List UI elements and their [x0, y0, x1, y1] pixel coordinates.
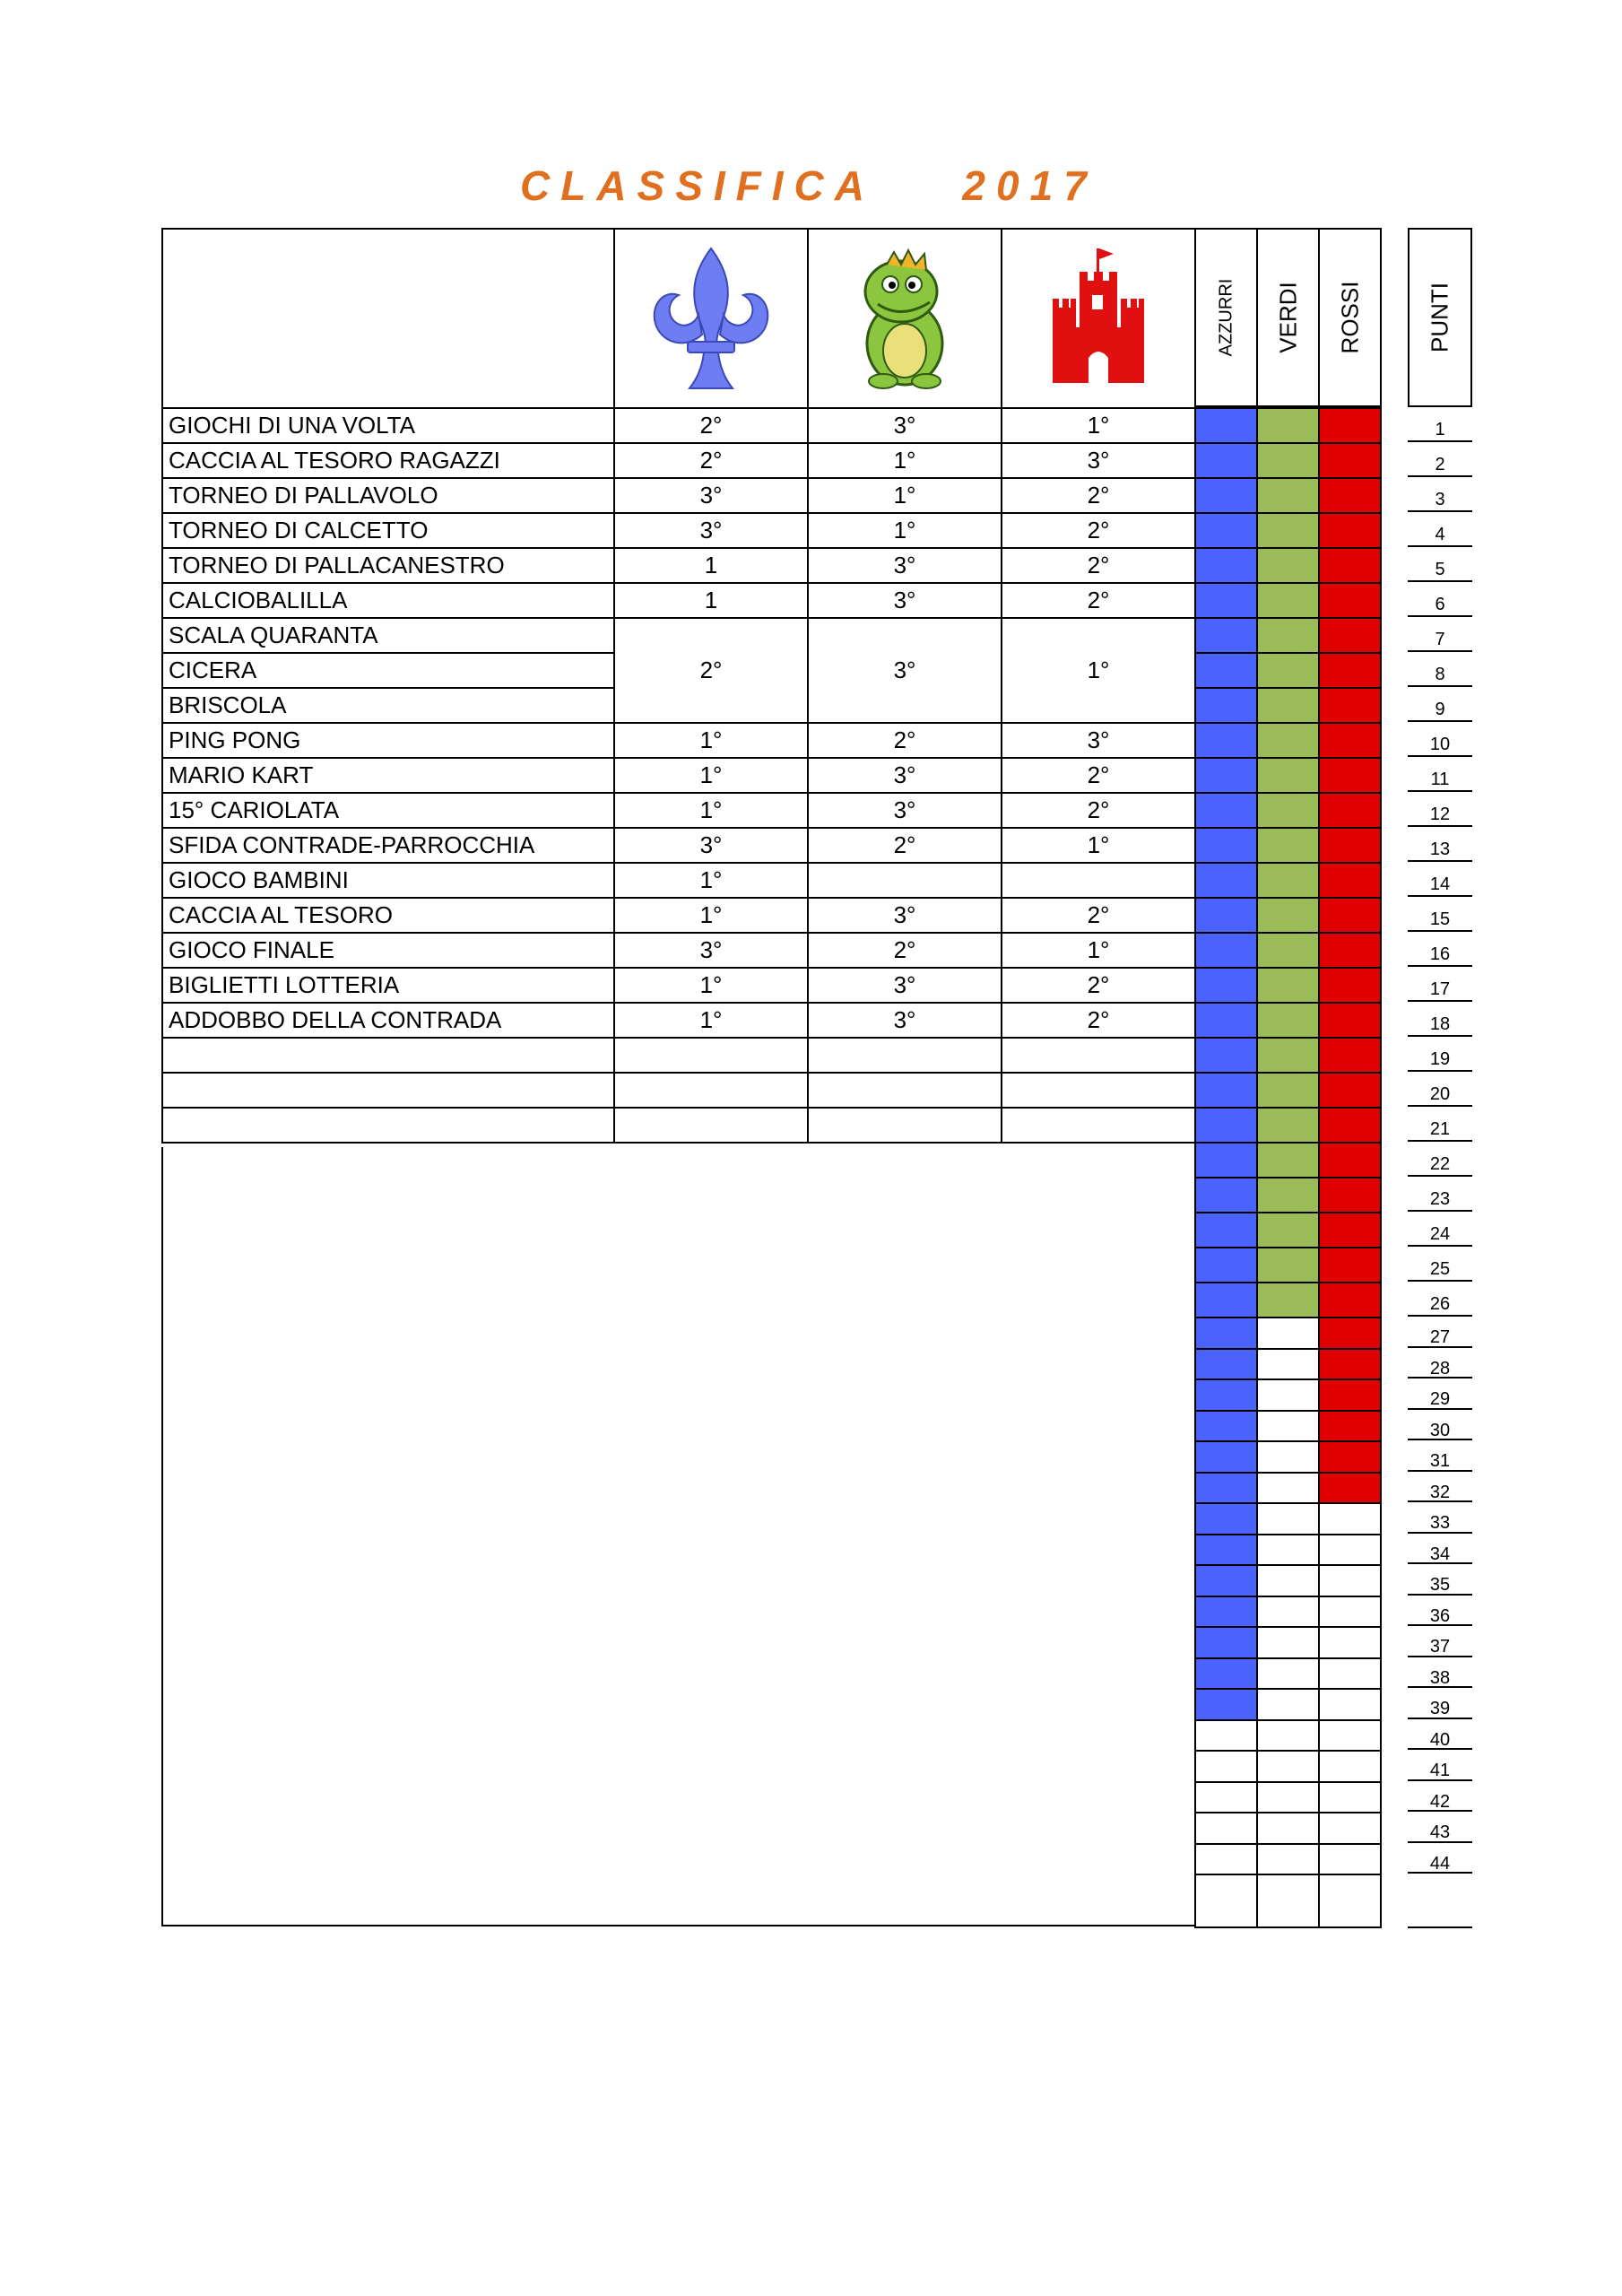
- points-tick-end: [1408, 1874, 1472, 1928]
- table-row: [162, 408, 1195, 443]
- rossi-bar-cell: [1318, 442, 1382, 479]
- azzurri-bar-cell: [1194, 1781, 1258, 1814]
- azzurri-bar-cell: [1194, 1626, 1258, 1659]
- rossi-bar-cell: [1318, 1657, 1382, 1691]
- azzurri-bar-cell: [1194, 1212, 1258, 1248]
- azzurri-bar-cell: [1194, 1348, 1258, 1381]
- points-tick: 37: [1408, 1626, 1472, 1657]
- azzurri-placement: 1: [614, 548, 808, 583]
- azzurri-placement: 3°: [614, 828, 808, 863]
- verdi-bar-cell: [1256, 1843, 1320, 1876]
- rossi-bar-cell: [1318, 1378, 1382, 1412]
- points-tick: 20: [1408, 1072, 1472, 1107]
- table-row: [162, 863, 1195, 898]
- azzurri-placement: 1°: [614, 793, 808, 828]
- points-tick: 32: [1408, 1472, 1472, 1503]
- points-tick: 44: [1408, 1843, 1472, 1874]
- rossi-bar-cell: [1318, 897, 1382, 934]
- dragon-icon: [851, 245, 958, 392]
- event-name: BRISCOLA: [162, 688, 614, 723]
- blank-header-cell: [162, 229, 614, 408]
- table-row: [162, 583, 1195, 618]
- rossi-bar-cell: [1318, 582, 1382, 619]
- event-name: BIGLIETTI LOTTERIA: [162, 968, 614, 1003]
- rossi-bar-cell: [1318, 757, 1382, 794]
- verdi-emblem-cell: [808, 229, 1002, 408]
- azzurri-bar-cell: [1194, 1440, 1258, 1474]
- points-tick: 34: [1408, 1534, 1472, 1565]
- points-tick: 15: [1408, 897, 1472, 932]
- points-tick: 19: [1408, 1037, 1472, 1072]
- points-tick: 8: [1408, 652, 1472, 687]
- rossi-placement: 2°: [1002, 758, 1195, 793]
- verdi-placement: 3°: [808, 758, 1002, 793]
- rossi-bar-cell: [1318, 1348, 1382, 1381]
- rossi-bar-cell: [1318, 1843, 1382, 1876]
- rossi-bar-cell: [1318, 1107, 1382, 1144]
- rossi-bar-cell: [1318, 1564, 1382, 1597]
- verdi-bar-cell: [1256, 1781, 1320, 1814]
- azzurri-bar-cell: [1194, 1282, 1258, 1318]
- points-tick: 10: [1408, 722, 1472, 757]
- azzurri-bar-cell: [1194, 1177, 1258, 1213]
- verdi-placement: 3°: [808, 548, 1002, 583]
- rossi-bar-cell: [1318, 687, 1382, 724]
- azzurri-bar-cell: [1194, 1037, 1258, 1074]
- verdi-bar-cell: [1256, 582, 1320, 619]
- verdi-placement: 3°: [808, 898, 1002, 933]
- verdi-bar-cell: [1256, 687, 1320, 724]
- verdi-bar-cell: [1256, 1410, 1320, 1443]
- rossi-bar-cell: [1318, 967, 1382, 1004]
- event-name: SCALA QUARANTA: [162, 618, 614, 653]
- table-row: [162, 618, 1195, 653]
- table-row: [162, 898, 1195, 933]
- table-row: [162, 443, 1195, 478]
- rossi-bar-cell: [1318, 722, 1382, 759]
- azzurri-bar-cell: [1194, 1317, 1258, 1350]
- verdi-bar-cell: [1256, 1596, 1320, 1629]
- table-row: [162, 1003, 1195, 1038]
- points-tick: 16: [1408, 932, 1472, 967]
- rossi-bar-cell: [1318, 792, 1382, 829]
- azzurri-bar-cell: [1194, 617, 1258, 654]
- rossi-placement: 3°: [1002, 723, 1195, 758]
- azzurri-bar-cell: [1194, 477, 1258, 514]
- points-tick: 17: [1408, 967, 1472, 1002]
- azzurri-bar-cell: [1194, 827, 1258, 864]
- azzurri-bar-cell: [1194, 757, 1258, 794]
- event-name: TORNEO DI PALLACANESTRO: [162, 548, 614, 583]
- castle-icon: [1049, 245, 1148, 392]
- points-tick: 28: [1408, 1348, 1472, 1379]
- rossi-bar-cell: [1318, 1719, 1382, 1752]
- points-tick: 4: [1408, 512, 1472, 547]
- points-tick: 40: [1408, 1719, 1472, 1751]
- event-name: TORNEO DI PALLAVOLO: [162, 478, 614, 513]
- points-tick: 27: [1408, 1317, 1472, 1348]
- verdi-placement: 3°: [808, 1003, 1002, 1038]
- azzurri-bar-cell: [1194, 1107, 1258, 1144]
- points-tick: 11: [1408, 757, 1472, 792]
- table-row: [162, 513, 1195, 548]
- points-header: [1408, 228, 1472, 407]
- verdi-bar-cell: [1256, 1348, 1320, 1381]
- event-name: CACCIA AL TESORO RAGAZZI: [162, 443, 614, 478]
- verdi-bar-cell: [1256, 1564, 1320, 1597]
- azzurri-column-header: [1194, 228, 1258, 407]
- points-tick: 31: [1408, 1440, 1472, 1472]
- points-tick: 39: [1408, 1688, 1472, 1719]
- azzurri-bar-cell: [1194, 1843, 1258, 1876]
- azzurri-placement: [614, 1108, 808, 1143]
- rossi-bar-cell: [1318, 1177, 1382, 1213]
- rossi-bar-cell: [1318, 1472, 1382, 1505]
- table-row: [162, 478, 1195, 513]
- azzurri-bar-cell: [1194, 1534, 1258, 1567]
- table-row: [162, 1073, 1195, 1108]
- table-row: [162, 968, 1195, 1003]
- rossi-placement: 1°: [1002, 408, 1195, 443]
- verdi-bar-cell: [1256, 442, 1320, 479]
- verdi-bar-cell: [1256, 827, 1320, 864]
- azzurri-label: AZZURRI: [1216, 278, 1236, 357]
- rossi-bar-cell: [1318, 512, 1382, 549]
- rossi-placement: 3°: [1002, 443, 1195, 478]
- azzurri-bar-cell: [1194, 897, 1258, 934]
- verdi-bar-cell: [1256, 1874, 1320, 1928]
- rossi-bar-cell: [1318, 1534, 1382, 1567]
- points-tick: 25: [1408, 1247, 1472, 1282]
- verdi-bar-cell: [1256, 1534, 1320, 1567]
- verdi-bar-cell: [1256, 477, 1320, 514]
- rossi-bar-cell: [1318, 932, 1382, 969]
- verdi-bar-cell: [1256, 652, 1320, 689]
- verdi-bar-cell: [1256, 1072, 1320, 1109]
- rossi-placement: [1002, 1073, 1195, 1108]
- azzurri-bar-cell: [1194, 932, 1258, 969]
- rossi-bar-cell: [1318, 1410, 1382, 1443]
- verdi-placement: 2°: [808, 723, 1002, 758]
- verdi-bar-cell: [1256, 1750, 1320, 1783]
- verdi-placement: [808, 1038, 1002, 1073]
- verdi-bar-cell: [1256, 967, 1320, 1004]
- event-name: MARIO KART: [162, 758, 614, 793]
- azzurri-bar-cell: [1194, 1142, 1258, 1178]
- event-name: GIOCHI DI UNA VOLTA: [162, 408, 614, 443]
- azzurri-placement: 1: [614, 583, 808, 618]
- rossi-bar-cell: [1318, 407, 1382, 444]
- table-row: [162, 828, 1195, 863]
- azzurri-placement: 3°: [614, 933, 808, 968]
- rossi-bar-cell: [1318, 1440, 1382, 1474]
- rossi-placement: 2°: [1002, 583, 1195, 618]
- table-row: [162, 723, 1195, 758]
- azzurri-placement: 2°: [614, 408, 808, 443]
- azzurri-emblem-cell: [614, 229, 808, 408]
- verdi-bar-cell: [1256, 547, 1320, 584]
- verdi-bar-cell: [1256, 1688, 1320, 1721]
- rossi-bar-cell: [1318, 1626, 1382, 1659]
- points-tick: 1: [1408, 407, 1472, 442]
- rossi-label: ROSSI: [1336, 281, 1363, 354]
- points-tick: 23: [1408, 1177, 1472, 1212]
- verdi-bar-cell: [1256, 1002, 1320, 1039]
- verdi-bar-cell: [1256, 1107, 1320, 1144]
- points-tick: 13: [1408, 827, 1472, 862]
- azzurri-bar-cell: [1194, 1812, 1258, 1845]
- azzurri-placement: 3°: [614, 478, 808, 513]
- event-name: 15° CARIOLATA: [162, 793, 614, 828]
- azzurri-placement: 1°: [614, 898, 808, 933]
- event-name: TORNEO DI CALCETTO: [162, 513, 614, 548]
- verdi-bar-cell: [1256, 1719, 1320, 1752]
- verdi-placement: 2°: [808, 828, 1002, 863]
- rossi-placement: 2°: [1002, 513, 1195, 548]
- rossi-placement: 1°: [1002, 828, 1195, 863]
- rossi-bar-cell: [1318, 1874, 1382, 1928]
- rossi-bar-cell: [1318, 477, 1382, 514]
- points-tick: 22: [1408, 1142, 1472, 1177]
- verdi-placement: [808, 1108, 1002, 1143]
- azzurri-bar-cell: [1194, 1502, 1258, 1535]
- points-tick: 26: [1408, 1282, 1472, 1317]
- points-tick: 9: [1408, 687, 1472, 722]
- ranking-table: [161, 228, 1196, 1144]
- points-tick: 35: [1408, 1564, 1472, 1596]
- rossi-bar-cell: [1318, 1282, 1382, 1318]
- azzurri-placement: 1°: [614, 758, 808, 793]
- verdi-placement: 1°: [808, 443, 1002, 478]
- verdi-placement: [808, 1073, 1002, 1108]
- verdi-bar-cell: [1256, 1657, 1320, 1691]
- azzurri-bar-cell: [1194, 582, 1258, 619]
- event-name: [162, 1038, 614, 1073]
- verdi-bar-cell: [1256, 1282, 1320, 1318]
- event-name: [162, 1073, 614, 1108]
- rossi-bar-cell: [1318, 862, 1382, 899]
- points-header-label: PUNTI: [1426, 283, 1453, 352]
- rossi-placement: 2°: [1002, 1003, 1195, 1038]
- table-row: [162, 758, 1195, 793]
- table-row: [162, 793, 1195, 828]
- azzurri-bar-cell: [1194, 547, 1258, 584]
- azzurri-bar-cell: [1194, 1750, 1258, 1783]
- verdi-bar-cell: [1256, 407, 1320, 444]
- rossi-bar-cell: [1318, 652, 1382, 689]
- rossi-bar-cell: [1318, 1781, 1382, 1814]
- event-name: CACCIA AL TESORO: [162, 898, 614, 933]
- points-tick: 42: [1408, 1781, 1472, 1813]
- verdi-bar-cell: [1256, 1037, 1320, 1074]
- event-name: ADDOBBO DELLA CONTRADA: [162, 1003, 614, 1038]
- rossi-placement: 1°: [1002, 618, 1195, 723]
- azzurri-bar-cell: [1194, 442, 1258, 479]
- rossi-bar-cell: [1318, 1688, 1382, 1721]
- points-tick: 43: [1408, 1812, 1472, 1843]
- rossi-bar-cell: [1318, 1596, 1382, 1629]
- page-title: CLASSIFICA 2017: [520, 162, 1097, 209]
- verdi-placement: 3°: [808, 408, 1002, 443]
- rossi-bar-cell: [1318, 1002, 1382, 1039]
- rossi-placement: [1002, 1038, 1195, 1073]
- rossi-placement: 2°: [1002, 548, 1195, 583]
- verdi-bar-cell: [1256, 1177, 1320, 1213]
- empty-area: [161, 1147, 1196, 1926]
- rossi-column-header: [1318, 228, 1382, 407]
- verdi-bar-cell: [1256, 1502, 1320, 1535]
- event-name: SFIDA CONTRADE-PARROCCHIA: [162, 828, 614, 863]
- verdi-bar-cell: [1256, 1247, 1320, 1283]
- verdi-bar-cell: [1256, 757, 1320, 794]
- azzurri-bar-cell: [1194, 407, 1258, 444]
- rossi-bar-cell: [1318, 827, 1382, 864]
- azzurri-bar-cell: [1194, 1002, 1258, 1039]
- verdi-bar-cell: [1256, 1626, 1320, 1659]
- verdi-placement: 1°: [808, 513, 1002, 548]
- azzurri-bar-cell: [1194, 652, 1258, 689]
- rossi-emblem-cell: [1002, 229, 1195, 408]
- verdi-placement: [808, 863, 1002, 898]
- azzurri-placement: [614, 1038, 808, 1073]
- azzurri-placement: 2°: [614, 618, 808, 723]
- verdi-bar-cell: [1256, 1317, 1320, 1350]
- verdi-bar-cell: [1256, 1212, 1320, 1248]
- points-tick: 14: [1408, 862, 1472, 897]
- points-tick: 12: [1408, 792, 1472, 827]
- points-tick: 5: [1408, 547, 1472, 582]
- azzurri-bar-cell: [1194, 1874, 1258, 1928]
- table-row: [162, 933, 1195, 968]
- azzurri-bar-cell: [1194, 1657, 1258, 1691]
- verdi-column-header: [1256, 228, 1320, 407]
- verdi-bar-cell: [1256, 512, 1320, 549]
- azzurri-placement: 1°: [614, 968, 808, 1003]
- azzurri-bar-cell: [1194, 1410, 1258, 1443]
- azzurri-bar-cell: [1194, 967, 1258, 1004]
- azzurri-bar-cell: [1194, 862, 1258, 899]
- rossi-bar-cell: [1318, 1247, 1382, 1283]
- rossi-placement: 2°: [1002, 793, 1195, 828]
- points-tick: 30: [1408, 1410, 1472, 1441]
- event-name: CICERA: [162, 653, 614, 688]
- verdi-bar-cell: [1256, 792, 1320, 829]
- rossi-placement: 2°: [1002, 478, 1195, 513]
- azzurri-placement: [614, 1073, 808, 1108]
- azzurri-bar-cell: [1194, 1688, 1258, 1721]
- verdi-placement: 2°: [808, 933, 1002, 968]
- emblem-row: [162, 229, 1195, 408]
- verdi-bar-cell: [1256, 722, 1320, 759]
- azzurri-bar-cell: [1194, 1378, 1258, 1412]
- rossi-bar-cell: [1318, 547, 1382, 584]
- verdi-bar-cell: [1256, 897, 1320, 934]
- points-tick: 3: [1408, 477, 1472, 512]
- azzurri-bar-cell: [1194, 1247, 1258, 1283]
- azzurri-bar-cell: [1194, 1596, 1258, 1629]
- rossi-bar-cell: [1318, 1317, 1382, 1350]
- rossi-placement: [1002, 863, 1195, 898]
- points-tick: 41: [1408, 1750, 1472, 1781]
- rossi-bar-cell: [1318, 1212, 1382, 1248]
- points-tick: 24: [1408, 1212, 1472, 1247]
- verdi-placement: 3°: [808, 618, 1002, 723]
- azzurri-placement: 3°: [614, 513, 808, 548]
- points-tick: 2: [1408, 442, 1472, 477]
- event-name: GIOCO BAMBINI: [162, 863, 614, 898]
- table-row: [162, 1038, 1195, 1073]
- rossi-placement: 2°: [1002, 968, 1195, 1003]
- azzurri-bar-cell: [1194, 1564, 1258, 1597]
- verdi-label: VERDI: [1274, 282, 1301, 353]
- points-tick: 38: [1408, 1657, 1472, 1689]
- rossi-bar-cell: [1318, 1142, 1382, 1178]
- verdi-bar-cell: [1256, 1812, 1320, 1845]
- azzurri-placement: 1°: [614, 863, 808, 898]
- score-bars: [1194, 228, 1380, 1928]
- points-tick: 33: [1408, 1502, 1472, 1534]
- table-row: [162, 1108, 1195, 1143]
- points-tick: 29: [1408, 1378, 1472, 1410]
- verdi-bar-cell: [1256, 862, 1320, 899]
- azzurri-bar-cell: [1194, 512, 1258, 549]
- azzurri-bar-cell: [1194, 1072, 1258, 1109]
- verdi-placement: 3°: [808, 793, 1002, 828]
- rossi-bar-cell: [1318, 1750, 1382, 1783]
- rossi-placement: 2°: [1002, 898, 1195, 933]
- verdi-bar-cell: [1256, 1378, 1320, 1412]
- azzurri-bar-cell: [1194, 792, 1258, 829]
- rossi-bar-cell: [1318, 617, 1382, 654]
- azzurri-bar-cell: [1194, 687, 1258, 724]
- verdi-bar-cell: [1256, 617, 1320, 654]
- table-row: [162, 548, 1195, 583]
- verdi-bar-cell: [1256, 1440, 1320, 1474]
- points-tick: 18: [1408, 1002, 1472, 1037]
- rossi-bar-cell: [1318, 1037, 1382, 1074]
- rossi-placement: 1°: [1002, 933, 1195, 968]
- rossi-bar-cell: [1318, 1812, 1382, 1845]
- rossi-bar-cell: [1318, 1072, 1382, 1109]
- rossi-bar-cell: [1318, 1502, 1382, 1535]
- azzurri-bar-cell: [1194, 1472, 1258, 1505]
- rossi-placement: [1002, 1108, 1195, 1143]
- event-name: [162, 1108, 614, 1143]
- azzurri-placement: 1°: [614, 723, 808, 758]
- verdi-bar-cell: [1256, 1142, 1320, 1178]
- azzurri-bar-cell: [1194, 1719, 1258, 1752]
- points-tick: 21: [1408, 1107, 1472, 1142]
- azzurri-bar-cell: [1194, 722, 1258, 759]
- event-name: CALCIOBALILLA: [162, 583, 614, 618]
- verdi-placement: 3°: [808, 968, 1002, 1003]
- azzurri-placement: 2°: [614, 443, 808, 478]
- event-name: PING PONG: [162, 723, 614, 758]
- points-tick: 7: [1408, 617, 1472, 652]
- event-name: GIOCO FINALE: [162, 933, 614, 968]
- verdi-placement: 1°: [808, 478, 1002, 513]
- azzurri-placement: 1°: [614, 1003, 808, 1038]
- points-tick: 6: [1408, 582, 1472, 617]
- points-tick: 36: [1408, 1596, 1472, 1627]
- fleur-de-lis-icon: [648, 245, 774, 392]
- verdi-bar-cell: [1256, 932, 1320, 969]
- verdi-bar-cell: [1256, 1472, 1320, 1505]
- verdi-placement: 3°: [808, 583, 1002, 618]
